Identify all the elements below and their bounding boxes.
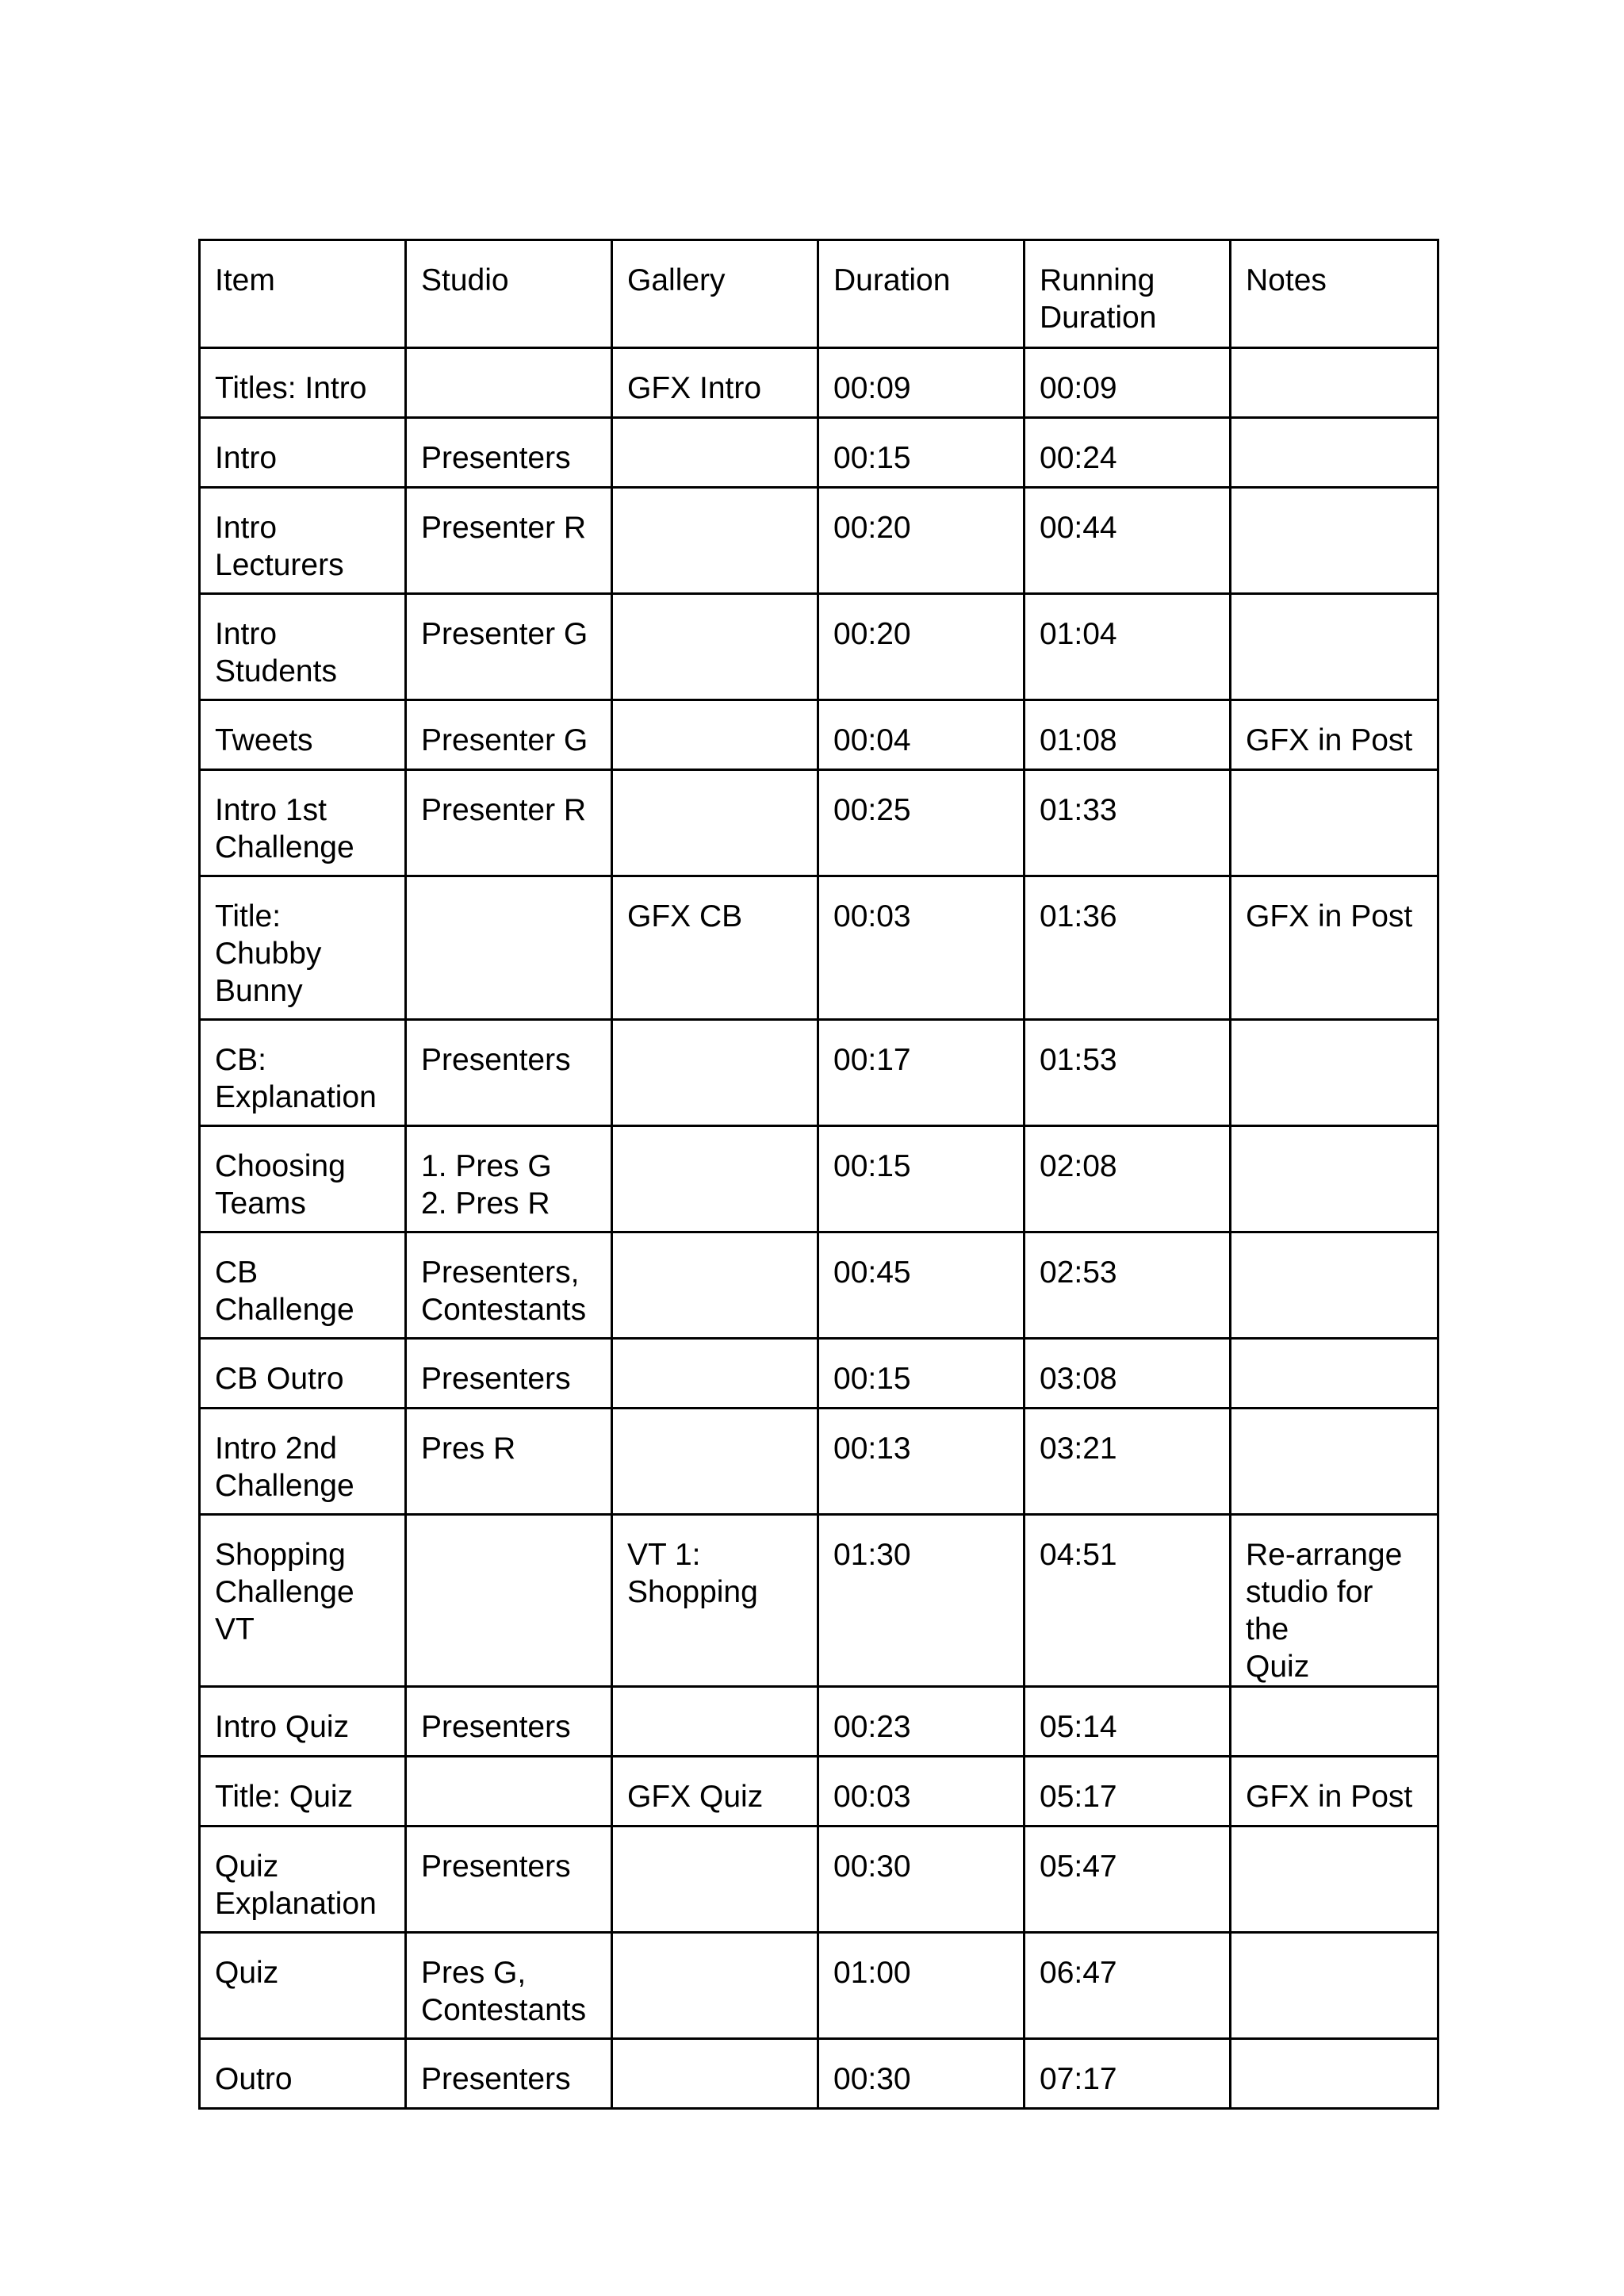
cell-notes: Re-arrange studio for the Quiz bbox=[1231, 1515, 1438, 1687]
cell-item: Quiz bbox=[200, 1933, 406, 2039]
cell-item: Intro Quiz bbox=[200, 1687, 406, 1757]
table-row bbox=[200, 1687, 1438, 1757]
cell-studio: Presenter G bbox=[406, 700, 612, 770]
cell-running-duration: 07:17 bbox=[1025, 2039, 1231, 2109]
cell-running-duration: 03:08 bbox=[1025, 1339, 1231, 1409]
cell-gallery bbox=[612, 1687, 818, 1757]
cell-notes: GFX in Post bbox=[1231, 876, 1438, 1020]
cell-duration: 01:30 bbox=[818, 1515, 1025, 1687]
cell-studio bbox=[406, 876, 612, 1020]
table-row bbox=[200, 348, 1438, 418]
table-row bbox=[200, 1126, 1438, 1232]
cell-item: Outro bbox=[200, 2039, 406, 2109]
cell-notes: GFX in Post bbox=[1231, 1757, 1438, 1826]
cell-duration: 00:20 bbox=[818, 488, 1025, 594]
cell-studio: Presenters bbox=[406, 1020, 612, 1126]
cell-notes bbox=[1231, 1826, 1438, 1933]
table-row bbox=[200, 1933, 1438, 2039]
cell-gallery bbox=[612, 1826, 818, 1933]
cell-duration: 00:03 bbox=[818, 1757, 1025, 1826]
cell-running-duration: 01:33 bbox=[1025, 770, 1231, 876]
cell-running-duration: 05:47 bbox=[1025, 1826, 1231, 1933]
cell-running-duration: 01:08 bbox=[1025, 700, 1231, 770]
header-studio: Studio bbox=[406, 240, 612, 348]
cell-gallery: GFX Quiz bbox=[612, 1757, 818, 1826]
cell-item: Intro 2nd Challenge bbox=[200, 1409, 406, 1515]
header-notes: Notes bbox=[1231, 240, 1438, 348]
cell-studio: Presenters, Contestants bbox=[406, 1232, 612, 1339]
cell-running-duration: 00:09 bbox=[1025, 348, 1231, 418]
cell-gallery bbox=[612, 418, 818, 488]
cell-running-duration: 05:14 bbox=[1025, 1687, 1231, 1757]
cell-gallery bbox=[612, 770, 818, 876]
table-row bbox=[200, 1232, 1438, 1339]
cell-notes bbox=[1231, 770, 1438, 876]
cell-gallery: GFX CB bbox=[612, 876, 818, 1020]
cell-studio: Presenters bbox=[406, 1826, 612, 1933]
cell-running-duration: 05:17 bbox=[1025, 1757, 1231, 1826]
cell-notes bbox=[1231, 2039, 1438, 2109]
cell-notes bbox=[1231, 1933, 1438, 2039]
cell-notes bbox=[1231, 418, 1438, 488]
cell-duration: 00:13 bbox=[818, 1409, 1025, 1515]
cell-item: Intro bbox=[200, 418, 406, 488]
cell-studio: Pres G, Contestants bbox=[406, 1933, 612, 2039]
cell-notes bbox=[1231, 594, 1438, 700]
table-body bbox=[200, 348, 1438, 2109]
cell-gallery: GFX Intro bbox=[612, 348, 818, 418]
cell-duration: 00:20 bbox=[818, 594, 1025, 700]
cell-studio: Presenters bbox=[406, 1687, 612, 1757]
table-row bbox=[200, 1020, 1438, 1126]
cell-studio: 1. Pres G 2. Pres R bbox=[406, 1126, 612, 1232]
table-row bbox=[200, 1826, 1438, 1933]
cell-gallery bbox=[612, 594, 818, 700]
cell-duration: 00:25 bbox=[818, 770, 1025, 876]
cell-gallery: VT 1: Shopping bbox=[612, 1515, 818, 1687]
running-order-table bbox=[198, 239, 1439, 2110]
cell-duration: 00:23 bbox=[818, 1687, 1025, 1757]
cell-notes bbox=[1231, 348, 1438, 418]
cell-gallery bbox=[612, 700, 818, 770]
cell-running-duration: 00:44 bbox=[1025, 488, 1231, 594]
table-row bbox=[200, 876, 1438, 1020]
cell-running-duration: 03:21 bbox=[1025, 1409, 1231, 1515]
cell-studio bbox=[406, 348, 612, 418]
cell-item: Title: Quiz bbox=[200, 1757, 406, 1826]
cell-gallery bbox=[612, 1933, 818, 2039]
table-row bbox=[200, 488, 1438, 594]
cell-item: Title: Chubby Bunny bbox=[200, 876, 406, 1020]
cell-studio: Presenters bbox=[406, 2039, 612, 2109]
table-row bbox=[200, 418, 1438, 488]
cell-item: Choosing Teams bbox=[200, 1126, 406, 1232]
table-row bbox=[200, 700, 1438, 770]
cell-item: CB: Explanation bbox=[200, 1020, 406, 1126]
table-row bbox=[200, 1757, 1438, 1826]
cell-item: Shopping Challenge VT bbox=[200, 1515, 406, 1687]
cell-duration: 00:17 bbox=[818, 1020, 1025, 1126]
cell-notes bbox=[1231, 1232, 1438, 1339]
cell-notes bbox=[1231, 1339, 1438, 1409]
header-gallery: Gallery bbox=[612, 240, 818, 348]
cell-duration: 00:45 bbox=[818, 1232, 1025, 1339]
cell-notes bbox=[1231, 1409, 1438, 1515]
cell-studio: Presenter G bbox=[406, 594, 612, 700]
cell-notes bbox=[1231, 1687, 1438, 1757]
cell-gallery bbox=[612, 1126, 818, 1232]
cell-gallery bbox=[612, 2039, 818, 2109]
cell-duration: 00:03 bbox=[818, 876, 1025, 1020]
cell-duration: 00:15 bbox=[818, 1126, 1025, 1232]
cell-duration: 00:30 bbox=[818, 2039, 1025, 2109]
cell-item: Tweets bbox=[200, 700, 406, 770]
cell-item: Intro 1st Challenge bbox=[200, 770, 406, 876]
cell-running-duration: 00:24 bbox=[1025, 418, 1231, 488]
cell-running-duration: 04:51 bbox=[1025, 1515, 1231, 1687]
table-row bbox=[200, 2039, 1438, 2109]
cell-item: Titles: Intro bbox=[200, 348, 406, 418]
table-row bbox=[200, 770, 1438, 876]
cell-duration: 00:30 bbox=[818, 1826, 1025, 1933]
cell-duration: 00:04 bbox=[818, 700, 1025, 770]
cell-running-duration: 02:53 bbox=[1025, 1232, 1231, 1339]
cell-studio: Presenter R bbox=[406, 770, 612, 876]
header-running-duration: Running Duration bbox=[1025, 240, 1231, 348]
cell-studio: Presenters bbox=[406, 418, 612, 488]
cell-notes: GFX in Post bbox=[1231, 700, 1438, 770]
table-row bbox=[200, 1339, 1438, 1409]
cell-gallery bbox=[612, 1020, 818, 1126]
cell-item: Intro Lecturers bbox=[200, 488, 406, 594]
cell-studio: Presenters bbox=[406, 1339, 612, 1409]
table-row bbox=[200, 1515, 1438, 1687]
cell-gallery bbox=[612, 1409, 818, 1515]
table-header-row bbox=[200, 240, 1438, 348]
cell-item: Intro Students bbox=[200, 594, 406, 700]
cell-notes bbox=[1231, 488, 1438, 594]
header-item: Item bbox=[200, 240, 406, 348]
cell-studio bbox=[406, 1757, 612, 1826]
header-duration: Duration bbox=[818, 240, 1025, 348]
cell-duration: 00:15 bbox=[818, 1339, 1025, 1409]
cell-item: CB Outro bbox=[200, 1339, 406, 1409]
cell-running-duration: 01:53 bbox=[1025, 1020, 1231, 1126]
table-row bbox=[200, 1409, 1438, 1515]
cell-studio bbox=[406, 1515, 612, 1687]
cell-running-duration: 06:47 bbox=[1025, 1933, 1231, 2039]
cell-gallery bbox=[612, 488, 818, 594]
cell-gallery bbox=[612, 1232, 818, 1339]
cell-item: CB Challenge bbox=[200, 1232, 406, 1339]
cell-studio: Pres R bbox=[406, 1409, 612, 1515]
cell-duration: 01:00 bbox=[818, 1933, 1025, 2039]
cell-item: Quiz Explanation bbox=[200, 1826, 406, 1933]
cell-notes bbox=[1231, 1020, 1438, 1126]
cell-running-duration: 01:04 bbox=[1025, 594, 1231, 700]
cell-duration: 00:09 bbox=[818, 348, 1025, 418]
cell-studio: Presenter R bbox=[406, 488, 612, 594]
cell-notes bbox=[1231, 1126, 1438, 1232]
cell-duration: 00:15 bbox=[818, 418, 1025, 488]
cell-gallery bbox=[612, 1339, 818, 1409]
cell-running-duration: 01:36 bbox=[1025, 876, 1231, 1020]
table-row bbox=[200, 594, 1438, 700]
cell-running-duration: 02:08 bbox=[1025, 1126, 1231, 1232]
